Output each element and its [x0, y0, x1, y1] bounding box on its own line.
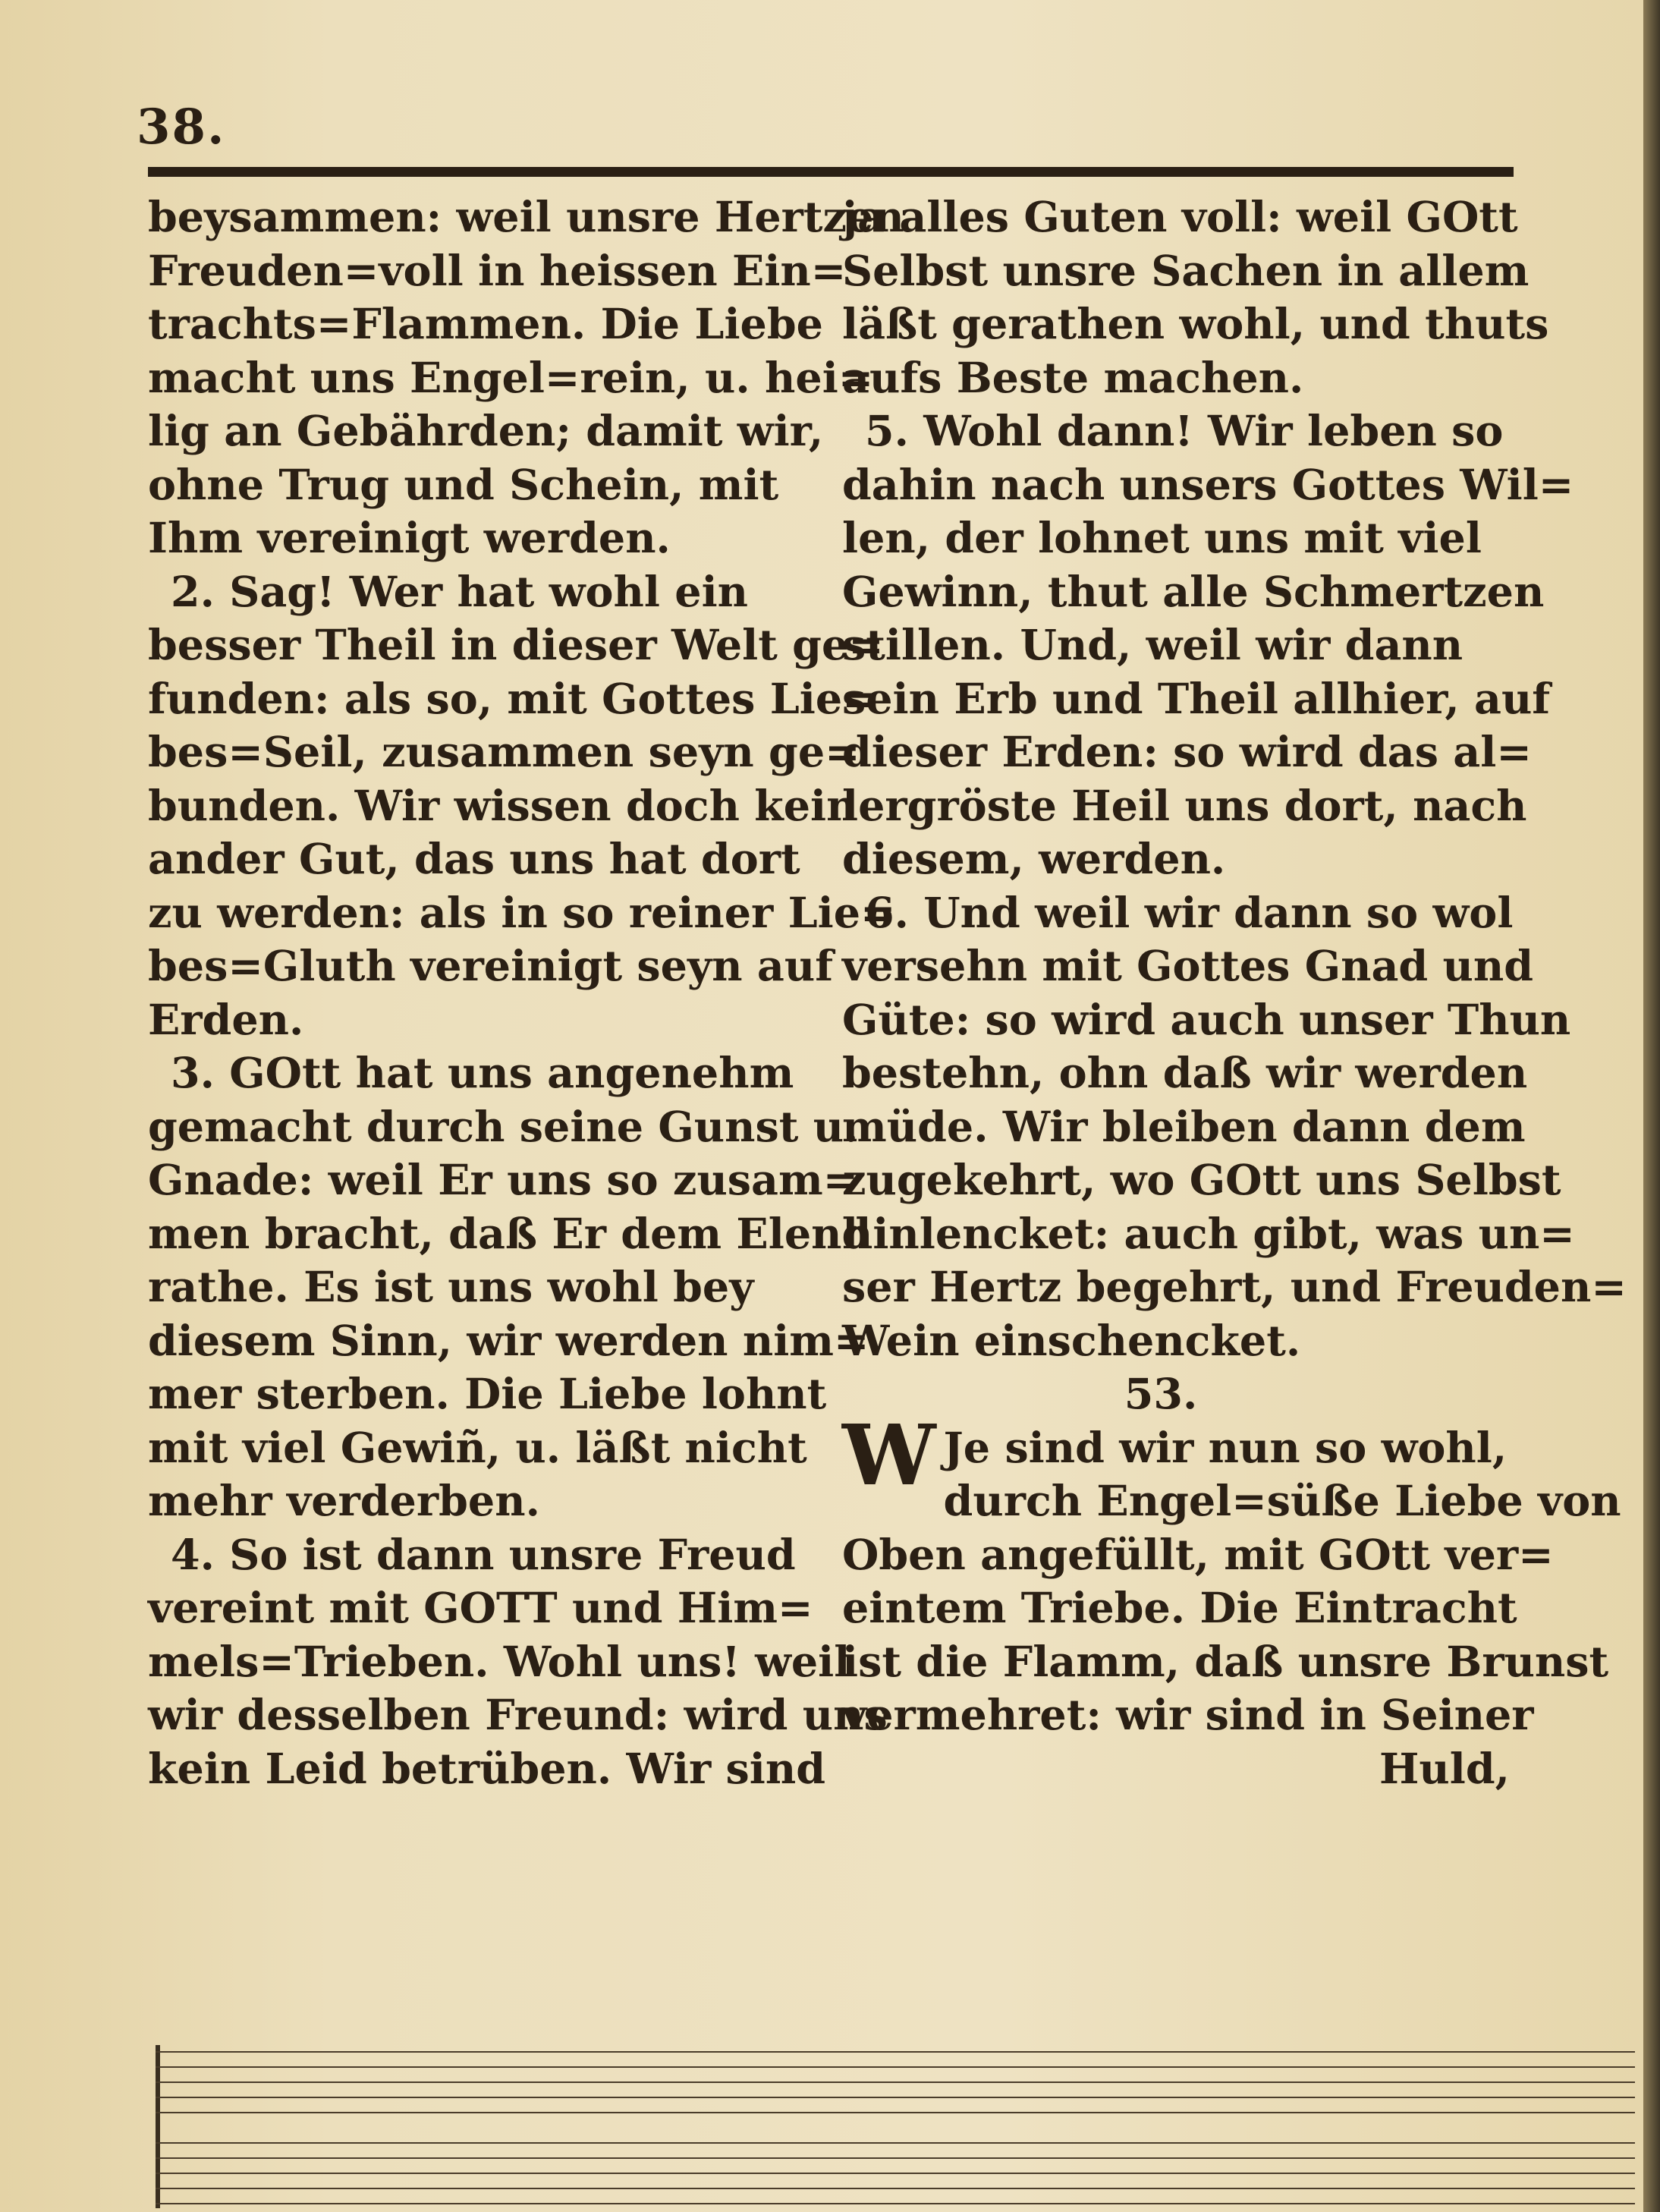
left-line: mer sterben. Die Liebe lohnt	[148, 1370, 827, 1419]
right-line: dahin nach unsers Gottes Wil=	[842, 460, 1574, 510]
left-line: 4. So ist dann unsre Freud	[171, 1530, 796, 1580]
right-column	[842, 191, 1627, 1796]
staff-line	[156, 2188, 1635, 2189]
right-line: läßt gerathen wohl, und thuts	[842, 300, 1549, 349]
left-line: bunden. Wir wissen doch kein	[148, 781, 857, 831]
right-line: stillen. Und, weil wir dann	[842, 621, 1464, 670]
right-line: diesem, werden.	[842, 835, 1226, 884]
left-line: mehr verderben.	[148, 1477, 540, 1526]
left-line: ander Gut, das uns hat dort	[148, 835, 800, 884]
catchword: Huld,	[1379, 1744, 1510, 1794]
right-line: müde. Wir bleiben dann dem	[842, 1102, 1526, 1152]
right-line: Güte: so wird auch unser Thun	[842, 995, 1571, 1045]
right-line: sein Erb und Theil allhier, auf	[842, 674, 1551, 724]
left-line: bes=Gluth vereinigt seyn auf	[148, 942, 834, 991]
staff-line	[156, 2203, 1635, 2204]
right-column-text	[842, 191, 1627, 1368]
hymn-line: ist die Flamm, daß unsre Brunst	[842, 1637, 1609, 1687]
right-line: ser Hertz begehrt, und Freuden=	[842, 1263, 1627, 1312]
left-line: ohne Trug und Schein, mit	[148, 460, 779, 510]
left-line: gemacht durch seine Gunst u.	[148, 1102, 859, 1152]
left-line: bes=Seil, zusammen seyn ge=	[148, 728, 860, 777]
staff-line	[156, 2051, 1635, 2053]
left-line: Gnade: weil Er uns so zusam=	[148, 1156, 859, 1205]
left-line: funden: als so, mit Gottes Lie=	[148, 674, 878, 724]
right-line: dieser Erden: so wird das al=	[842, 728, 1532, 777]
right-line: Gewinn, thut alle Schmertzen	[842, 567, 1545, 617]
right-line: zugekehrt, wo GOtt uns Selbst	[842, 1156, 1561, 1205]
right-line: 6. Und weil wir dann so wol	[865, 888, 1514, 938]
left-line: diesem Sinn, wir werden nim=	[148, 1316, 869, 1366]
staff-line	[156, 2142, 1635, 2144]
staff-line	[156, 2157, 1635, 2159]
left-column	[148, 191, 904, 1796]
right-line: versehn mit Gottes Gnad und	[842, 942, 1534, 991]
staff-line	[156, 2081, 1635, 2083]
right-line: 5. Wohl dann! Wir leben so	[865, 407, 1504, 456]
left-line: kein Leid betrüben. Wir sind	[148, 1744, 826, 1794]
hymn-start	[842, 1405, 1621, 1743]
drop-cap: W	[842, 1405, 936, 1504]
right-line: Wein einschencket.	[842, 1316, 1301, 1366]
left-line: Freuden=voll in heissen Ein=	[148, 246, 847, 296]
left-line: wir desselben Freund: wird uns	[148, 1691, 888, 1740]
right-line: len, der lohnet uns mit viel	[842, 514, 1482, 563]
header-rule	[148, 167, 1514, 177]
staff-line	[156, 2173, 1635, 2174]
left-line: 2. Sag! Wer hat wohl ein	[171, 567, 749, 617]
right-line: Selbst unsre Sachen in allem	[842, 246, 1530, 296]
staff-line	[156, 2112, 1635, 2113]
staff-line	[156, 2097, 1635, 2098]
hymn-line: Je sind wir nun so wohl,	[943, 1423, 1508, 1473]
left-line: besser Theil in dieser Welt ge=	[148, 621, 884, 670]
staff-barline	[156, 2045, 160, 2208]
page-number: 38.	[137, 99, 226, 156]
hymn-line: durch Engel=süße Liebe von	[943, 1477, 1621, 1526]
music-staff	[156, 2045, 1635, 2208]
right-line: hinlencket: auch gibt, was un=	[842, 1209, 1575, 1259]
left-line: men bracht, daß Er dem Elend	[148, 1209, 872, 1259]
left-line: Ihm vereinigt werden.	[148, 514, 671, 563]
page-edge	[1643, 0, 1660, 2212]
left-line: beysammen: weil unsre Hertzen	[148, 193, 904, 242]
right-line: aufs Beste machen.	[842, 353, 1304, 403]
staff-line	[156, 2066, 1635, 2068]
left-line: lig an Gebährden; damit wir,	[148, 407, 824, 456]
left-line: Erden.	[148, 995, 304, 1045]
hymn-line: vermehret: wir sind in Seiner	[842, 1691, 1534, 1740]
hymn-number: 53.	[1124, 1370, 1198, 1419]
right-line: lergröste Heil uns dort, nach	[842, 781, 1527, 831]
left-line: rathe. Es ist uns wohl bey	[148, 1263, 754, 1312]
left-line: mels=Trieben. Wohl uns! weil	[148, 1637, 850, 1687]
left-line: 3. GOtt hat uns angenehm	[171, 1049, 794, 1098]
left-line: mit viel Gewiñ, u. läßt nicht	[148, 1423, 807, 1473]
left-line: trachts=Flammen. Die Liebe	[148, 300, 823, 349]
hymn-text	[842, 1422, 1621, 1743]
left-line: macht uns Engel=rein, u. hei=	[148, 353, 874, 403]
hymn-line: eintem Triebe. Die Eintracht	[842, 1584, 1517, 1633]
left-line: vereint mit GOTT und Him=	[148, 1584, 813, 1633]
left-line: zu werden: als in so reiner Lie=	[148, 888, 896, 938]
right-line: ja alles Guten voll: weil GOtt	[842, 193, 1518, 242]
hymn-line: Oben angefüllt, mit GOtt ver=	[842, 1530, 1554, 1580]
right-line: bestehn, ohn daß wir werden	[842, 1049, 1528, 1098]
